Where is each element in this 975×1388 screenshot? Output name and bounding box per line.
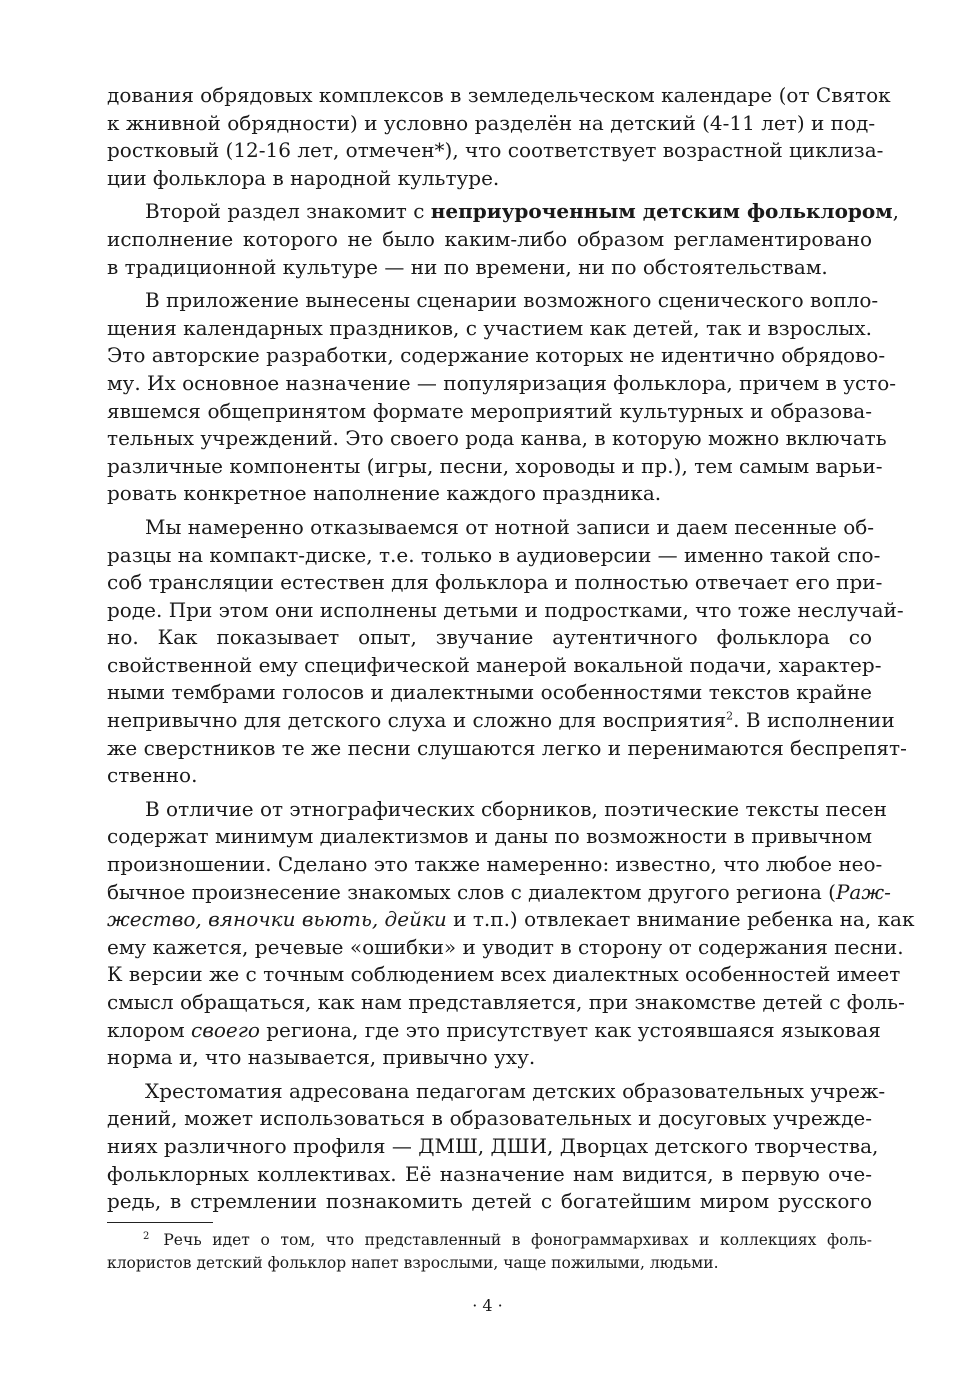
bold-term: неприуроченным детским фольклором bbox=[430, 199, 893, 224]
text-line: ровать конкретное наполнение каждого праздника. bbox=[107, 481, 662, 506]
footnote-line: $^2$ Речь идет о том, что представленный в фонограммархивах и коллекциях фоль- bbox=[143, 1230, 872, 1249]
footnote bbox=[107, 1229, 872, 1275]
text-line: Мы намеренно отказываемся от нотной записи и даем песенные об- bbox=[145, 514, 875, 539]
text-line: редь, в стремлении познакомить детей с богатейшим миром русского bbox=[107, 1189, 872, 1214]
italic-term: Раж- bbox=[835, 879, 891, 904]
text-line: смысл обращаться, как нам представляется, при знакомстве детей с фоль- bbox=[107, 990, 905, 1014]
text-line: ростковый (12-16 лет, отмечен*), что соответствует возрастной циклиза- bbox=[107, 138, 884, 163]
page-number: · 4 · bbox=[472, 1296, 503, 1315]
text-line: ными тембрами голосов и диалектными особенностями текстов крайне bbox=[107, 680, 872, 705]
paragraph-5 bbox=[107, 796, 915, 1072]
paragraph-4 bbox=[107, 514, 907, 790]
text-line: Хрестоматия адресована педагогам детских образовательных учреж- bbox=[145, 1078, 886, 1103]
text-line: Второй раздел знакомит с неприуроченным детским фольклором, bbox=[145, 199, 899, 224]
text-line: му. Их основное назначение — популяризация фольклора, причем в усто- bbox=[107, 370, 897, 395]
text-line: содержат минимум диалектизмов и даны по возможности в привычном bbox=[107, 824, 873, 849]
text-line: ции фольклора в народной культуре. bbox=[107, 165, 500, 190]
text-line: Это авторские разработки, содержание которых не идентично обрядово- bbox=[107, 343, 886, 368]
text-line: к жнивной обрядности) и условно разделён на детский (4-11 лет) и под- bbox=[107, 110, 876, 135]
text-line: ему кажется, речевые «ошибки» и уводит в сторону от содержания песни. bbox=[107, 934, 904, 959]
text-line: же сверстников те же песни слушаются легко и перенимаются беспрепят- bbox=[107, 735, 907, 760]
footnote-divider bbox=[107, 1222, 213, 1223]
text-line: свойственной ему специфической манерой вокальной подачи, характер- bbox=[107, 652, 882, 677]
text-line: дования обрядовых комплексов в земледельческом календаре (от Святок bbox=[107, 83, 891, 107]
text-line: явшемся общепринятом формате мероприятий культурных и образова- bbox=[107, 398, 872, 423]
text-line: различные компоненты (игры, песни, хороводы и пр.), тем самым варьи- bbox=[107, 453, 883, 478]
text-line: соб трансляции естествен для фольклора и полностью отвечает его при- bbox=[107, 570, 883, 595]
text-line: исполнение которого не было каким-либо образом регламентировано bbox=[107, 226, 872, 251]
paragraph-2 bbox=[107, 198, 899, 281]
text-line: дений, может использоваться в образовательных и досуговых учрежде- bbox=[107, 1106, 872, 1131]
text-line: тельных учреждений. Это своего рода канва, в которую можно включать bbox=[107, 426, 887, 451]
text-line: норма и, что называется, привычно уху. bbox=[107, 1045, 536, 1070]
text-line: но. Как показывает опыт, звучание аутентичного фольклора со bbox=[107, 625, 872, 650]
text-line: клором своего региона, где это присутствует как устоявшаяся языковая bbox=[107, 1017, 881, 1042]
paragraph-1 bbox=[107, 82, 891, 192]
main-text bbox=[107, 82, 915, 1216]
text-line: В отличие от этнографических сборников, поэтические тексты песен bbox=[145, 796, 887, 821]
text-line: К версии же с точным соблюдением всех диалектных особенностей имеет bbox=[107, 962, 901, 987]
text-line: ниях различного профиля — ДМШ, ДШИ, Дворцах детского творчества, bbox=[107, 1133, 879, 1158]
footnote-number: 2 bbox=[143, 1230, 150, 1242]
text-line: разцы на компакт-диске, т.е. только в аудиоверсии — именно такой спо- bbox=[107, 542, 881, 567]
paragraph-6 bbox=[107, 1078, 886, 1216]
footnote-reference[interactable]: 2 bbox=[726, 709, 734, 723]
text-line: роде. При этом они исполнены детьми и подростками, что тоже неслучай- bbox=[107, 597, 904, 622]
text-line: ственно. bbox=[107, 763, 198, 788]
text-line: непривычно для детского слуха и сложно для восприятия$^2$. В исполнении bbox=[107, 708, 895, 733]
text-line: произношении. Сделано это также намеренно: известно, что любое нео- bbox=[107, 852, 883, 877]
italic-term: жество, вяночки вьють, дейки bbox=[107, 907, 447, 932]
text-line: жество, вяночки вьють, дейки и т.п.) отвлекает внимание ребенка на, как bbox=[107, 907, 915, 932]
text-line: бычное произнесение знакомых слов с диалектом другого региона (Раж- bbox=[107, 879, 891, 904]
text-line: в традиционной культуре — ни по времени, ни по обстоятельствам. bbox=[107, 254, 828, 279]
italic-term: своего bbox=[191, 1017, 260, 1042]
text-line: щения календарных праздников, с участием как детей, так и взрослых. bbox=[107, 315, 872, 340]
text-line: В приложение вынесены сценарии возможного сценического вопло- bbox=[145, 288, 879, 313]
paragraph-3 bbox=[107, 287, 897, 508]
text-line: фольклорных коллективах. Её назначение нам видится, в первую оче- bbox=[107, 1161, 872, 1186]
footnote-line: клористов детский фольклор напет взрослыми, чаще пожилыми, людьми. bbox=[107, 1254, 719, 1272]
